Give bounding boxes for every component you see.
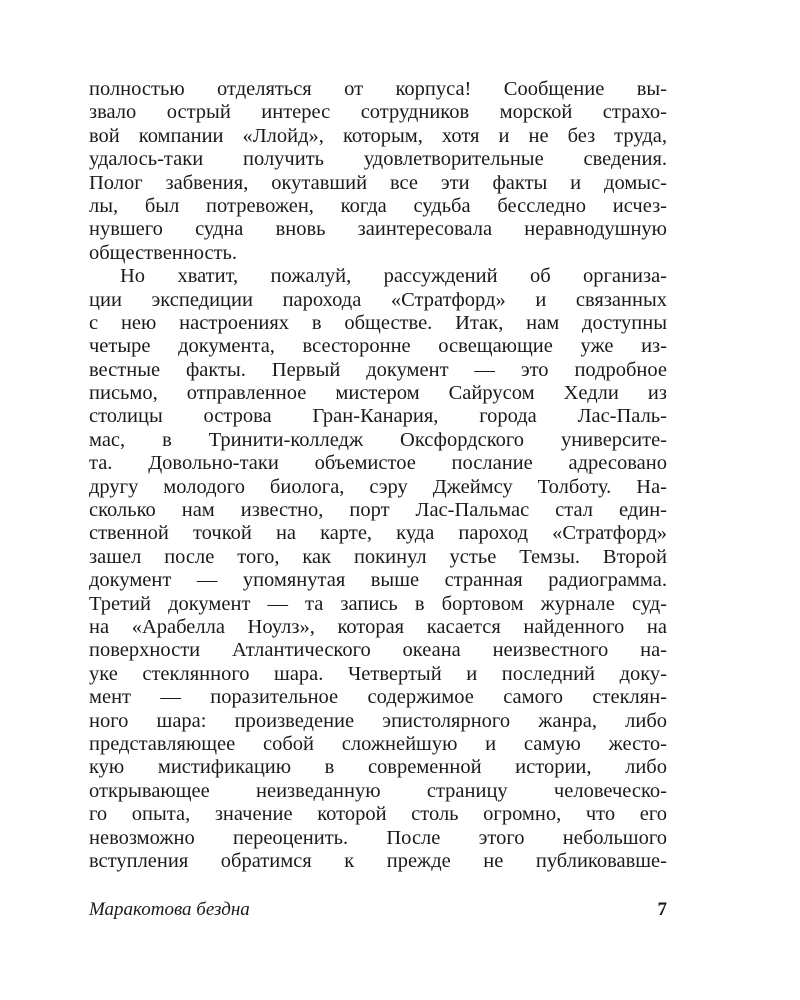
text-line: уке стеклянного шара. Четвертый и последний доку- xyxy=(89,662,667,685)
text-line: кую мистификацию в современной истории, либо xyxy=(89,756,667,779)
text-line: ственной точкой на карте, куда пароход «Стратфорд» xyxy=(89,522,667,545)
text-line: вестные факты. Первый документ — это подробное xyxy=(89,358,667,381)
text-line: Но хватит, пожалуй, рассуждений об организа- xyxy=(120,265,667,288)
text-line: удалось-таки получить удовлетворительные сведения. xyxy=(89,148,667,171)
page-body xyxy=(89,78,667,873)
text-line: на «Арабелла Ноулз», которая касается найденного на xyxy=(89,615,667,638)
text-line: мент — поразительное содержимое самого стеклян- xyxy=(89,686,667,709)
text-line: го опыта, значение которой столь огромно, что его xyxy=(89,803,667,826)
text-line: сколько нам известно, порт Лас-Пальмас стал един- xyxy=(89,499,667,522)
text-line: полностью отделяться от корпуса! Сообщение вы- xyxy=(89,78,667,100)
running-title: Маракотова бездна xyxy=(89,899,250,920)
text-line: Третий документ — та запись в бортовом журнале суд- xyxy=(89,592,667,615)
text-line: поверхности Атлантического океана неизвестного на- xyxy=(89,639,667,662)
text-line: зашел после того, как покинул устье Темзы. Второй xyxy=(89,545,667,568)
text-line: общественность. xyxy=(89,241,238,264)
text-line: лы, был потревожен, когда судьба бесследно исчез- xyxy=(89,194,667,217)
paragraph-1 xyxy=(89,78,667,265)
text-line: вой компании «Ллойд», которым, хотя и не без труда, xyxy=(89,124,667,147)
page-number: 7 xyxy=(657,899,667,920)
text-line: нувшего судна вновь заинтересовала неравнодушную xyxy=(89,218,667,241)
paragraph-2 xyxy=(89,265,667,873)
text-line: столицы острова Гран-Канария, города Лас-Паль- xyxy=(89,405,667,428)
text-line: ции экспедиции парохода «Стратфорд» и связанных xyxy=(89,288,667,311)
text-line: открывающее неизведанную страницу человеческо- xyxy=(89,779,667,802)
text-line: мас, в Тринити-колледж Оксфордского университе- xyxy=(89,428,667,451)
text-line: та. Довольно-таки объемистое послание адресовано xyxy=(89,452,667,475)
text-line: четыре документа, всесторонне освещающие уже из- xyxy=(89,335,667,358)
text-line: вступления обратимся к прежде не публиковавше- xyxy=(89,849,667,872)
text-line: ного шара: произведение эпистолярного жанра, либо xyxy=(89,709,667,732)
text-line: другу молодого биолога, сэру Джеймсу Толботу. На- xyxy=(89,475,667,498)
text-line: с нею настроениях в обществе. Итак, нам доступны xyxy=(89,311,667,334)
text-line: Полог забвения, окутавший все эти факты и домыс- xyxy=(89,171,667,194)
text-line: письмо, отправленное мистером Сайрусом Хедли из xyxy=(89,382,667,405)
text-line: звало острый интерес сотрудников морской страхо- xyxy=(89,101,667,124)
page-footer xyxy=(89,897,667,923)
text-line: представляющее собой сложнейшую и самую жесто- xyxy=(89,732,667,755)
text-line: невозможно переоценить. После этого небольшого xyxy=(89,826,667,849)
text-line: документ — упомянутая выше странная радиограмма. xyxy=(89,569,667,592)
